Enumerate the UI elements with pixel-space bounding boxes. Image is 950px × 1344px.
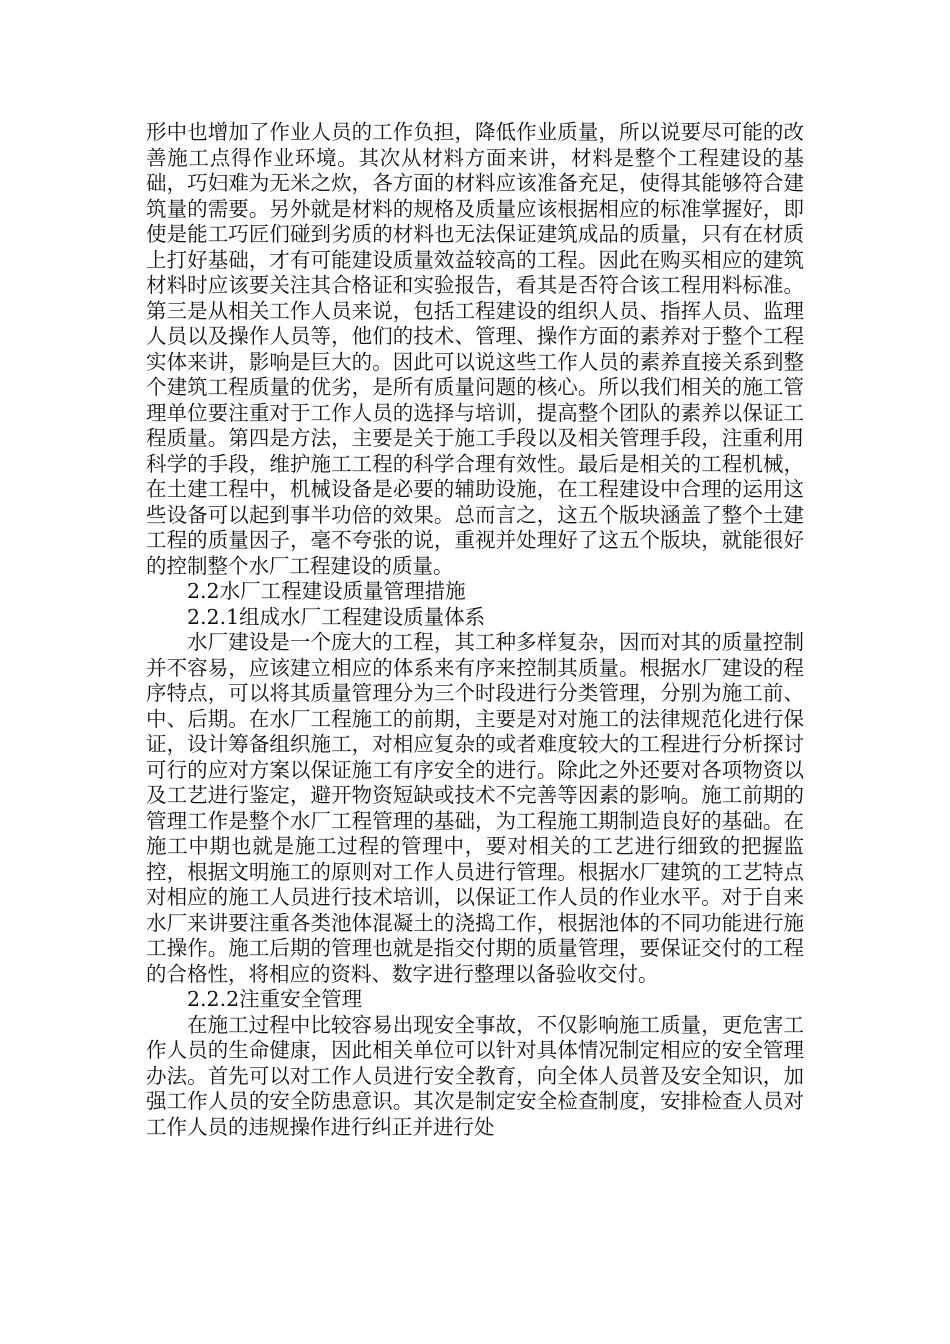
- document-page: [146, 120, 804, 1140]
- body-paragraph: 形中也增加了作业人员的工作负担，降低作业质量，所以说要尽可能的改善施工点得作业环境。其次从材料方面来讲，材料是整个工程建设的基础，巧妇难为无米之炊，各方面的材料应该准备充足，使得其能够符合建筑量的需要。另外就是材料的规格及质量应该根据相应的标准掌握好，即使是能工巧匠们碰到劣质的材料也无法保证建筑成品的质量，只有在材质上打好基础，才有可能建设质量效益较高的工程。因此在购买相应的建筑材料时应该要关注其合格证和实验报告，看其是否符合该工程用料标准。第三是从相关工作人员来说，包括工程建设的组织人员、指挥人员、监理人员以及操作人员等，他们的技术、管理、操作方面的素养对于整个工程实体来讲，影响是巨大的。因此可以说这些工作人员的素养直接关系到整个建筑工程质量的优劣，是所有质量问题的核心。所以我们相关的施工管理单位要注重对于工作人员的选择与培训，提高整个团队的素养以保证工程质量。第四是方法，主要是关于施工手段以及相关管理手段，注重利用科学的手段，维护施工工程的科学合理有效性。最后是相关的工程机械，在土建工程中，机械设备是必要的辅助设施，在工程建设中合理的运用这些设备可以起到事半功倍的效果。总而言之，这五个版块涵盖了整个土建工程的质量因子，毫不夸张的说，重视并处理好了这五个版块，就能很好的控制整个水厂工程建设的质量。: [146, 120, 804, 578]
- subsection-heading: 2.2.2注重安全管理: [187, 987, 363, 1011]
- body-paragraph: 水厂建设是一个庞大的工程，其工种多样复杂，因而对其的质量控制并不容易，应该建立相应的体系来有序来控制其质量。根据水厂建设的程序特点，可以将其质量管理分为三个时段进行分类管理，分别为施工前、中、后期。在水厂工程施工的前期，主要是对对施工的法律规范化进行保证，设计筹备组织施工，对相应复杂的或者难度较大的工程进行分析探讨可行的应对方案以保证施工有序安全的进行。除此之外还要对各项物资以及工艺进行鉴定，避开物资短缺或技术不完善等因素的影响。施工前期的管理工作是整个水厂工程管理的基础，为工程施工期制造良好的基础。在施工中期也就是施工过程的管理中，要对相关的工艺进行细致的把握监控，根据文明施工的原则对工作人员进行管理。根据水厂建筑的工艺特点对相应的施工人员进行技术培训，以保证工作人员的作业水平。对于自来水厂来讲要注重各类池体混凝土的浇捣工作，根据池体的不同功能进行施工操作。施工后期的管理也就是指交付期的质量管理，要保证交付的工程的合格性，将相应的资料、数字进行整理以备验收交付。: [146, 630, 804, 986]
- body-paragraph: 在施工过程中比较容易出现安全事故，不仅影响施工质量，更危害工作人员的生命健康，因此相关单位可以针对具体情况制定相应的安全管理办法。首先可以对工作人员进行安全教育，向全体人员普及安全知识，加强工作人员的安全防患意识。其次是制定安全检查制度，安排检查人员对工作人员的违规操作进行纠正并进行处: [146, 1012, 804, 1139]
- subsection-heading: 2.2.1组成水厂工程建设质量体系: [187, 604, 486, 629]
- section-heading: 2.2水厂工程建设质量管理措施: [187, 579, 466, 603]
